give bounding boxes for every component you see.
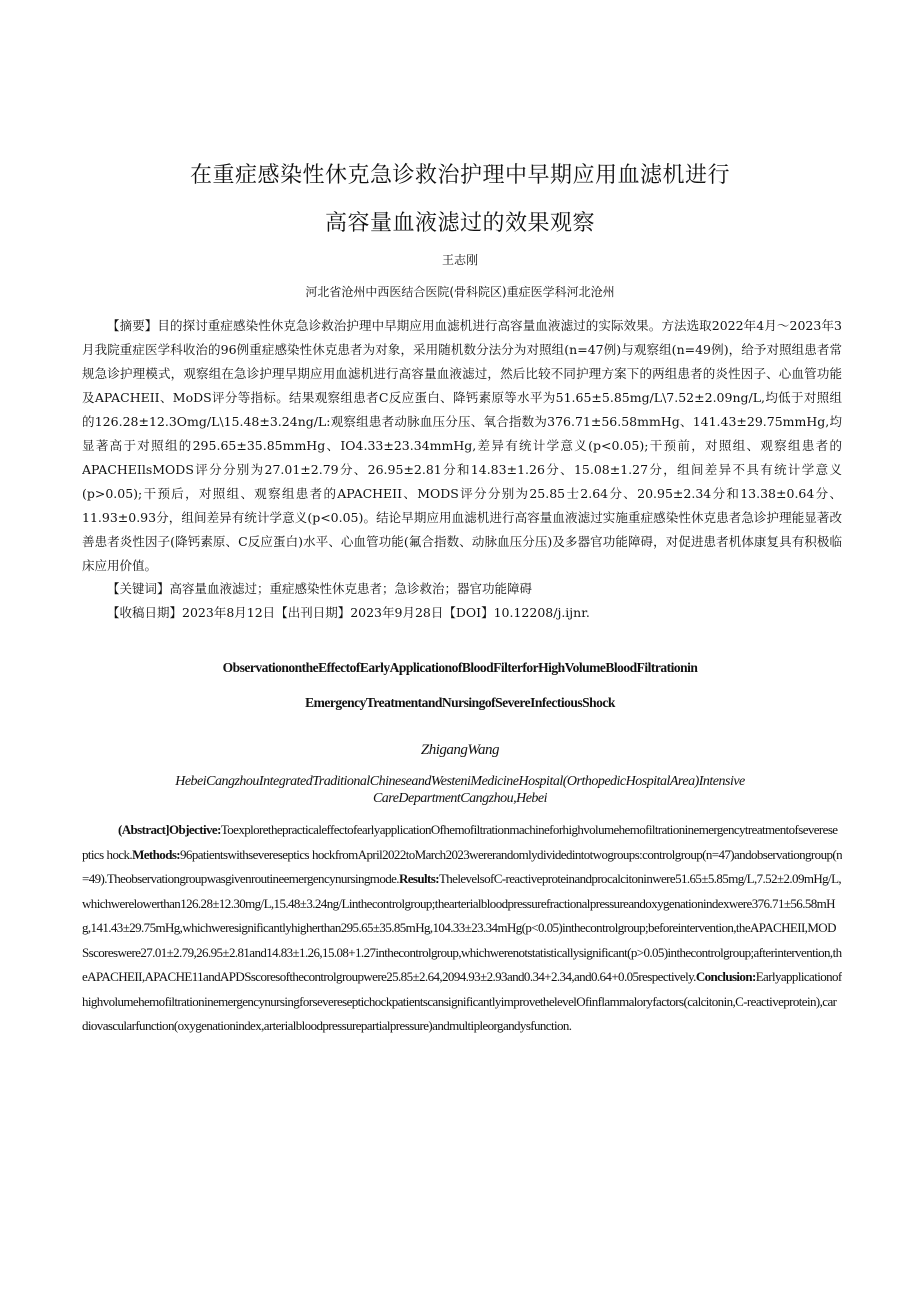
objective-text: ToexplorethepracticaleffectofearlyapplicationOfhemofiltrationmachineforhighvolumehemofiltrationinemergencytreatmentofsevereseptics hock.: [82, 822, 838, 862]
dates-zh: [82, 601, 842, 625]
title-en-line1: ObservationontheEffectofEarlyApplicationofBloodFilterforHighVolumeBloodFiltrationin: [222, 660, 698, 675]
abstract-en-label: (Abstract]: [118, 822, 170, 837]
received-date: 2023年8月12日: [182, 605, 276, 620]
received-label: 【收稿日期】: [107, 605, 183, 620]
abstract-zh-label: 【摘要】: [107, 318, 158, 333]
methods-label: Methods:: [132, 846, 181, 862]
conclusion-label: Conclusion:: [695, 969, 756, 984]
affiliation-zh: 河北省沧州中西医结合医院(骨科院区)重症医学科河北沧州: [305, 285, 615, 299]
author-zh: 王志刚: [441, 253, 478, 267]
affiliation-en: HebeiCangzhouIntegratedTraditionalChineseandWesteniMedicineHospital(OrthopedicHospitalArea)Intensive CareDepartmentCangzhou,Hebei: [175, 774, 745, 806]
methods-text: 96patientswithsevereseptics hockfromApril2022toMarch2023wererandomlydividedintotwogroups:controlgroup(n=47)andobservationgroup(n=49).Theobservationgroupwasgivenroutineemergencynursingmode.: [82, 846, 842, 886]
abstract-zh: [82, 314, 842, 576]
title-zh-line2: 高容量血液滤过的效果观察: [324, 211, 595, 236]
conclusion-text: EarlyapplicationofhighvolumehemofiltrationinemergencynursingforsevereseptichockpatientscansignificantlyimprovethelevelOfinflammaloryfactors(calcitonin,C-reactiveprotein),cardiovascularfunction(oxygenationindex,arterialbloodpressurepartialpressure)andmultipleorgandysfunction.: [82, 969, 842, 1033]
published-label: 【出刊日期】: [275, 605, 351, 620]
doi-label: 【DOI】: [443, 605, 494, 620]
results-text: ThelevelsofC-reactiveproteinandprocalcitoninwere51.65±5.85mg/L,7.52±2.09mHg/L,whichwerelowerthan126.28±12.30mg/L,15.48±3.24ng/Linthecontrolgroup;thearterialbloodpressurefractionalpressureandoxygenationindexwere376.71±56.58mHg,141.43±29.75mHg,whichweresignificantlyhigherthan295.65±35.85mHg,104.33±23.34mHg(p<0.05)inthecontrolgroup;beforeintervention,theAPACHEII,MODSscoreswere27.01±2.79,26.95±2.81and14.83±1.26,15.08+1.27inthecontrolgroup,whichwerenotstatisticallysignificant(p>0.05)inthecontrolgroup;afterintervention,theAPACHEII,APACHE11andAPDSscoresofthecontrolgroupwere25.85±2.64,2094.93±2.93and0.34+2.34,and0.64+0.05respectively.: [82, 871, 842, 984]
doi-value: 10.12208/j.ijnr.: [493, 605, 590, 620]
author-en: ZhigangWang: [420, 742, 500, 758]
results-label: Results:: [398, 871, 439, 886]
objective-label: Objective:: [169, 822, 221, 837]
abstract-zh-text: 目的探讨重症感染性休克急诊救治护理中早期应用血滤机进行高容量血液滤过的实际效果。方法选取2022年4月～2023年3月我院重症医学科收治的96例重症感染性休克患者为对象，采用随机数分法分为对照组(n=47例)与观察组(n=49例)，给予对照组患者常规急诊护理模式，观察组在急诊护理早期应用血滤机进行高容量血液滤过，然后比较不同护理方案下的两组患者的炎性因子、心血管功能及APACHEII、MoDS评分等指标。结果观察组患者C反应蛋白、降钙素原等水平为51.65±5.85mg/L\7.52±2.09ng/L,均低于对照组的126.28±12.3Omg/L\15.48±3.24ng/L:观察组患者动脉血压分压、氧合指数为376.71±56.58mmHg、141.43±29.75mmHg,均显著高于对照组的295.65±35.85mmHg、IO4.33±23.34mmHg,差异有统计学意义(p<0.05);干预前，对照组、观察组患者的APACHEIlsMODS评分分别为27.01±2.79分、26.95±2.81分和14.83±1.26分、15.08±1.27分，组间差异不具有统计学意义(p>0.05);干预后，对照组、观察组患者的APACHEII、MODS评分分别为25.85士2.64分、20.95±2.34分和13.38±0.64分、11.93±0.93分，组间差异有统计学意义(p<0.05)。结论早期应用血滤机进行高容量血液滤过实施重症感染性休克患者急诊护理能显著改善患者炎性因子(降钙素原、C反应蛋白)水平、心血管功能(氟合指数、动脉血压分压)及多器官功能障碍，对促进患者机体康复具有积极临床应用价值。: [82, 318, 842, 573]
title-zh-line1: 在重症感染性休克急诊救治护理中早期应用血滤机进行: [189, 163, 730, 188]
abstract-en: [82, 818, 842, 1108]
keywords-zh-text: 高容量血液滤过；重症感染性休克患者；急诊救治；器官功能障碍: [169, 581, 533, 596]
title-en-line2: EmergencyTreatmentandNursingofSevereInfectiousShock: [305, 695, 615, 710]
keywords-zh-label: 【关键词】: [107, 581, 170, 596]
keywords-zh: [82, 577, 842, 601]
published-date: 2023年9月28日: [350, 605, 444, 620]
